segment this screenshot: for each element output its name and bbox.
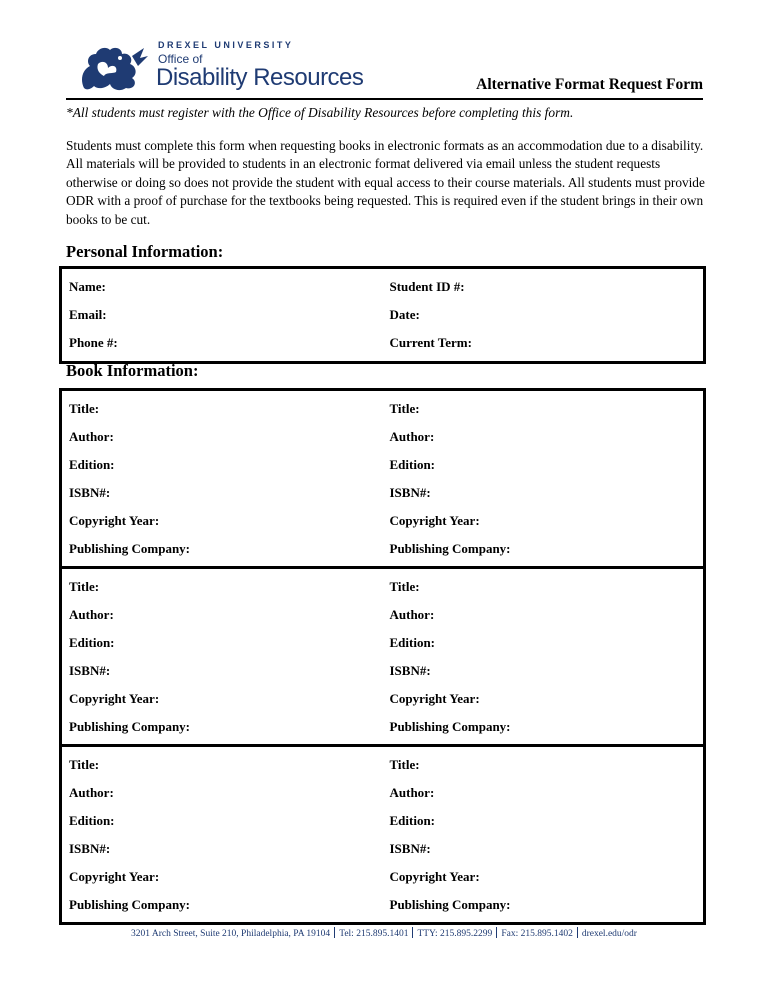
table-row	[62, 629, 703, 657]
table-row	[62, 301, 703, 329]
book-block	[62, 569, 703, 747]
book-block	[62, 391, 703, 569]
edition-field[interactable]: Edition:	[389, 457, 436, 472]
table-row	[62, 273, 703, 301]
table-row	[62, 891, 703, 919]
dragon-icon	[76, 44, 150, 94]
book-info-table	[59, 388, 706, 925]
copyright-year-field[interactable]: Copyright Year:	[389, 513, 480, 528]
isbn-field[interactable]: ISBN#:	[389, 663, 431, 678]
author-field[interactable]: Author:	[69, 429, 114, 444]
footer-address: 3201 Arch Street, Suite 210, Philadelphia, PA 19104	[131, 929, 331, 939]
footer-divider	[496, 927, 497, 938]
book-block	[62, 747, 703, 922]
copyright-year-field[interactable]: Copyright Year:	[69, 513, 160, 528]
publishing-company-field[interactable]: Publishing Company:	[69, 541, 191, 556]
footer-tty: TTY: 215.895.2299	[417, 929, 493, 939]
footer-divider	[577, 927, 578, 938]
table-row	[62, 395, 703, 423]
personal-info-heading: Personal Information:	[66, 242, 224, 261]
title-field[interactable]: Title:	[69, 401, 100, 416]
page-footer	[0, 927, 768, 939]
title-field[interactable]: Title:	[389, 401, 420, 416]
table-row	[62, 535, 703, 563]
name-field[interactable]: Name:	[69, 279, 106, 294]
edition-field[interactable]: Edition:	[389, 813, 436, 828]
author-field[interactable]: Author:	[389, 429, 435, 444]
edition-field[interactable]: Edition:	[389, 635, 436, 650]
table-row	[62, 863, 703, 891]
author-field[interactable]: Author:	[69, 607, 114, 622]
table-row	[62, 451, 703, 479]
footer-fax: Fax: 215.895.1402	[501, 929, 573, 939]
edition-field[interactable]: Edition:	[69, 457, 115, 472]
table-row	[62, 573, 703, 601]
copyright-year-field[interactable]: Copyright Year:	[69, 691, 160, 706]
form-title: Alternative Format Request Form	[476, 76, 703, 93]
phone-field[interactable]: Phone #:	[69, 335, 118, 350]
student-id-field[interactable]: Student ID #:	[389, 279, 465, 294]
book-info-heading: Book Information:	[66, 361, 199, 380]
title-field[interactable]: Title:	[389, 579, 420, 594]
unit-name: Disability Resources	[156, 64, 364, 91]
table-row	[62, 779, 703, 807]
footer-tel: Tel: 215.895.1401	[339, 929, 409, 939]
copyright-year-field[interactable]: Copyright Year:	[389, 691, 480, 706]
isbn-field[interactable]: ISBN#:	[69, 485, 111, 500]
title-field[interactable]: Title:	[69, 579, 100, 594]
isbn-field[interactable]: ISBN#:	[69, 841, 111, 856]
table-row	[62, 657, 703, 685]
intro-paragraph: Students must complete this form when requesting books in electronic formats as an accommodation due to a disability. All materials will be provided to students in an electronic format delivered via email unless the student requests otherwise or doing so does not provide the student with equal access to their course materials. All students must provide ODR with a proof of purchase for the textbooks being requested. This is required even if the student brings in their own books to be cut.	[66, 138, 705, 227]
table-row	[62, 329, 703, 357]
personal-info-table	[59, 266, 706, 364]
copyright-year-field[interactable]: Copyright Year:	[69, 869, 160, 884]
drexel-logo	[76, 38, 366, 96]
publishing-company-field[interactable]: Publishing Company:	[69, 897, 191, 912]
table-row	[62, 423, 703, 451]
edition-field[interactable]: Edition:	[69, 635, 115, 650]
publishing-company-field[interactable]: Publishing Company:	[69, 719, 191, 734]
publishing-company-field[interactable]: Publishing Company:	[389, 541, 511, 556]
table-row	[62, 807, 703, 835]
page-header	[66, 38, 703, 100]
edition-field[interactable]: Edition:	[69, 813, 115, 828]
isbn-field[interactable]: ISBN#:	[389, 485, 431, 500]
registration-note: *All students must register with the Office of Disability Resources before completing this form.	[66, 105, 574, 120]
publishing-company-field[interactable]: Publishing Company:	[389, 897, 511, 912]
table-row	[62, 713, 703, 741]
table-row	[62, 685, 703, 713]
publishing-company-field[interactable]: Publishing Company:	[389, 719, 511, 734]
author-field[interactable]: Author:	[389, 607, 435, 622]
table-row	[62, 751, 703, 779]
author-field[interactable]: Author:	[389, 785, 435, 800]
current-term-field[interactable]: Current Term:	[389, 335, 472, 350]
footer-divider	[412, 927, 413, 938]
table-row	[62, 601, 703, 629]
footer-divider	[334, 927, 335, 938]
author-field[interactable]: Author:	[69, 785, 114, 800]
email-field[interactable]: Email:	[69, 307, 107, 322]
title-field[interactable]: Title:	[69, 757, 100, 772]
university-name: DREXEL UNIVERSITY	[158, 40, 294, 50]
isbn-field[interactable]: ISBN#:	[389, 841, 431, 856]
table-row	[62, 835, 703, 863]
isbn-field[interactable]: ISBN#:	[69, 663, 111, 678]
table-row	[62, 507, 703, 535]
office-label: Office of	[158, 52, 203, 66]
table-row	[62, 479, 703, 507]
date-field[interactable]: Date:	[389, 307, 420, 322]
copyright-year-field[interactable]: Copyright Year:	[389, 869, 480, 884]
title-field[interactable]: Title:	[389, 757, 420, 772]
footer-web-link[interactable]: drexel.edu/odr	[581, 929, 637, 939]
